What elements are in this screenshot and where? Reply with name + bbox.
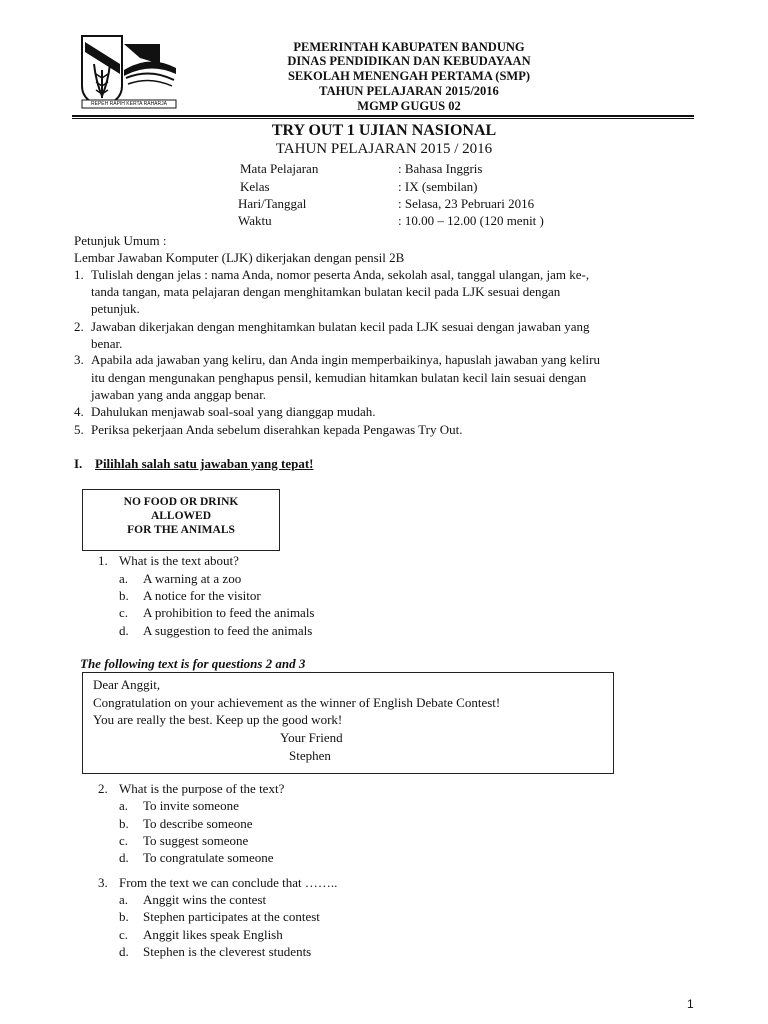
info-value-date: : Selasa, 23 Pebruari 2016 [398, 196, 535, 211]
logo-motto: REPEH RAPIH KERTA RAHARJA [91, 101, 167, 107]
q2-option-a: To invite someone [143, 798, 239, 813]
instruction-num-2: 2. [74, 319, 84, 334]
info-value-time: : 10.00 – 12.00 (120 menit ) [398, 213, 544, 228]
instruction-num-1: 1. [74, 267, 84, 282]
section-number: I. [74, 456, 83, 471]
instruction-5-line-1: Periksa pekerjaan Anda sebelum diserahkan kepada Pengawas Try Out. [91, 422, 463, 437]
q3-option-letter-a: a. [119, 892, 129, 907]
q3-option-c: Anggit likes speak English [143, 927, 283, 942]
instruction-2-line-2: benar. [91, 336, 123, 351]
section-instruction: Pilihlah salah satu jawaban yang tepat! [95, 456, 314, 471]
instruction-1-line-3: petunjuk. [91, 301, 140, 316]
q1-option-letter-a: a. [119, 571, 129, 586]
q3-option-d: Stephen is the cleverest students [143, 944, 312, 959]
letter-sender: Stephen [289, 748, 331, 763]
info-label-class: Kelas [240, 179, 270, 194]
q3-number: 3. [98, 875, 108, 890]
letter-closing: Your Friend [280, 730, 343, 745]
info-value-subject: : Bahasa Inggris [398, 161, 483, 176]
letter-line-1: Congratulation on your achievement as the winner of English Debate Contest! [93, 695, 501, 710]
notice-line-1: NO FOOD OR DRINK [123, 496, 239, 508]
q2-option-c: To suggest someone [143, 833, 249, 848]
instructions-intro: Lembar Jawaban Komputer (LJK) dikerjakan dengan pensil 2B [74, 250, 405, 265]
instruction-3-line-2: itu dengan mengunakan penghapus pensil, kemudian hitamkan bulatan kecil lain sesuai dengan [91, 370, 587, 385]
header-line-3: SEKOLAH MENENGAH PERTAMA (SMP) [287, 69, 531, 83]
letter-line-2: You are really the best. Keep up the good work! [93, 712, 343, 727]
q1-option-b: A notice for the visitor [143, 588, 261, 603]
instruction-num-4: 4. [74, 404, 84, 419]
page-subtitle: TAHUN PELAJARAN 2015 / 2016 [275, 141, 493, 157]
info-label-time: Waktu [238, 213, 272, 228]
page-number: 1 [687, 997, 694, 1011]
q2-option-d: To congratulate someone [143, 850, 274, 865]
instruction-2-line-1: Jawaban dikerjakan dengan menghitamkan bulatan kecil pada LJK sesuai dengan jawaban yang [91, 319, 590, 334]
header-line-2: DINAS PENDIDIKAN DAN KEBUDAYAAN [287, 54, 531, 68]
q2-option-letter-b: b. [119, 816, 129, 831]
q3-option-letter-b: b. [119, 909, 129, 924]
notice-box [82, 489, 280, 551]
instruction-num-5: 5. [74, 422, 84, 437]
instruction-num-3: 3. [74, 352, 84, 367]
instruction-1-line-1: Tulislah dengan jelas : nama Anda, nomor peserta Anda, sekolah asal, tanggal ulangan, jam ke-, [91, 267, 590, 282]
q2-option-letter-a: a. [119, 798, 129, 813]
q2-option-letter-c: c. [119, 833, 129, 848]
info-label-subject: Mata Pelajaran [240, 161, 319, 176]
header-line-1: PEMERINTAH KABUPATEN BANDUNG [293, 40, 525, 54]
q3-option-letter-c: c. [119, 927, 129, 942]
header-line-4: TAHUN PELAJARAN 2015/2016 [319, 84, 499, 98]
header-divider-thin [72, 118, 694, 119]
passage-intro: The following text is for questions 2 and 3 [80, 656, 306, 671]
q1-number: 1. [98, 553, 108, 568]
instruction-3-line-1: Apabila ada jawaban yang keliru, dan Anda ingin memperbaikinya, hapuslah jawaban yang keliru [91, 352, 600, 367]
q1-option-letter-b: b. [119, 588, 129, 603]
header-divider [72, 115, 694, 117]
q2-option-b: To describe someone [143, 816, 253, 831]
q3-option-b: Stephen participates at the contest [143, 909, 320, 924]
q3-option-letter-d: d. [119, 944, 129, 959]
notice-line-2: ALLOWED [150, 510, 212, 522]
q2-option-letter-d: d. [119, 850, 129, 865]
letter-greeting: Dear Anggit, [93, 677, 161, 692]
info-label-date: Hari/Tanggal [238, 196, 307, 211]
q1-option-letter-d: d. [119, 623, 129, 638]
header-line-5: MGMP GUGUS 02 [357, 99, 461, 113]
q3-text: From the text we can conclude that …….. [119, 875, 338, 890]
q1-text: What is the text about? [119, 553, 239, 568]
q1-option-d: A suggestion to feed the animals [143, 623, 313, 638]
instructions-heading: Petunjuk Umum : [74, 233, 167, 248]
instruction-3-line-3: jawaban yang anda anggap benar. [91, 387, 267, 402]
instruction-4-line-1: Dahulukan menjawab soal-soal yang dianggap mudah. [91, 404, 376, 419]
notice-line-3: FOR THE ANIMALS [127, 524, 235, 536]
q3-option-a: Anggit wins the contest [143, 892, 267, 907]
q1-option-a: A warning at a zoo [143, 571, 242, 586]
page-title: TRY OUT 1 UJIAN NASIONAL [271, 122, 497, 139]
instruction-1-line-2: tanda tangan, mata pelajaran dengan menghitamkan bulatan kecil pada LJK sesuai dengan [91, 284, 561, 299]
info-value-class: : IX (sembilan) [398, 179, 478, 194]
q2-number: 2. [98, 781, 108, 796]
q2-text: What is the purpose of the text? [119, 781, 285, 796]
q1-option-c: A prohibition to feed the animals [143, 605, 315, 620]
q1-option-letter-c: c. [119, 605, 129, 620]
